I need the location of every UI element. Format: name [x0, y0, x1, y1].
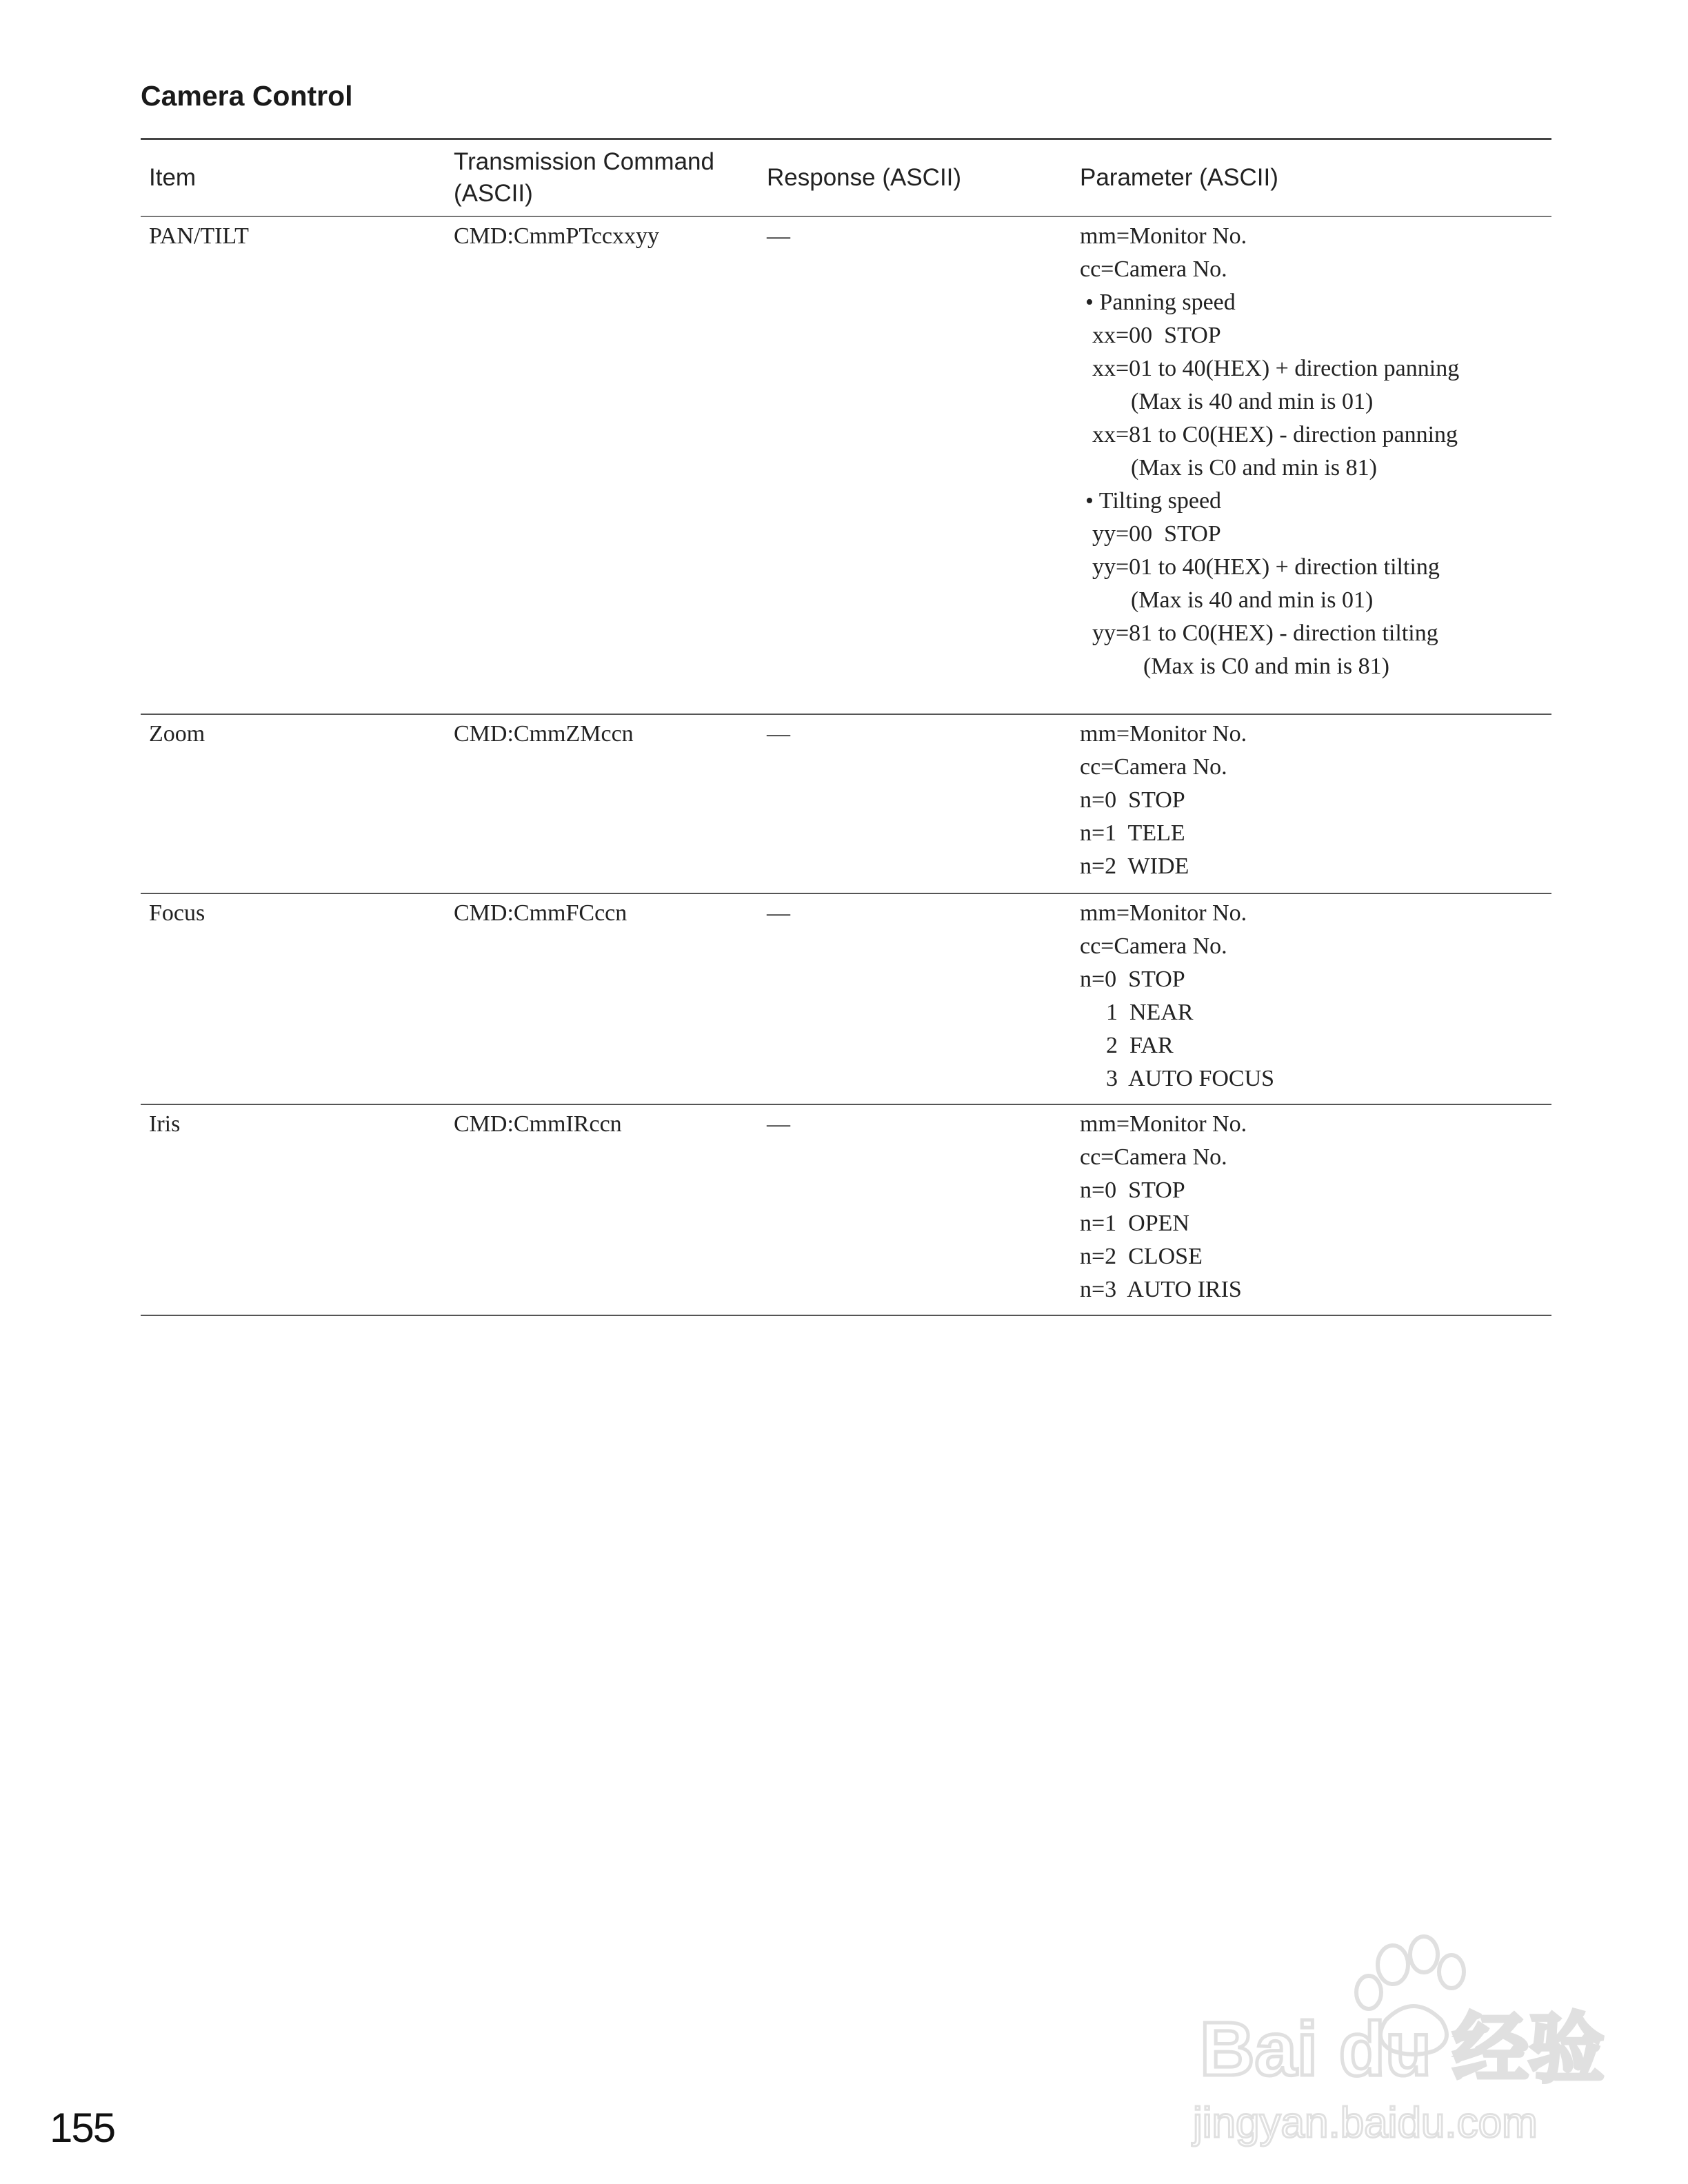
param-line: n=3 AUTO IRIS: [1080, 1277, 1242, 1302]
cell-parameters: [1080, 715, 1551, 893]
param-line: (Max is 40 and min is 01): [1131, 587, 1374, 613]
param-line: yy=01 to 40(HEX) + direction tilting: [1092, 554, 1440, 580]
param-line: n=0 STOP: [1080, 967, 1185, 992]
header-command: [454, 140, 767, 216]
table-row-iris: [141, 1105, 1551, 1316]
param-line: yy=81 to C0(HEX) - direction tilting: [1092, 620, 1438, 646]
table-header-row: [141, 140, 1551, 217]
cell-item: Zoom: [149, 721, 205, 747]
table-row-pan-tilt: [141, 217, 1551, 715]
cell-item: Iris: [149, 1111, 181, 1137]
param-line: cc=Camera No.: [1080, 933, 1227, 959]
param-line: xx=81 to C0(HEX) - direction panning: [1092, 422, 1458, 447]
cell-response: —: [767, 1111, 790, 1137]
param-line: n=0 STOP: [1080, 1177, 1185, 1203]
param-line: • Panning speed: [1085, 290, 1236, 315]
cell-command: CMD:CmmFCccn: [454, 900, 627, 926]
header-command-line2: (ASCII): [454, 180, 533, 207]
cell-parameters: [1080, 217, 1551, 714]
watermark-url-text: jingyan.baidu.com: [1193, 2099, 1538, 2147]
param-line: n=2 WIDE: [1080, 853, 1189, 879]
camera-control-table: [141, 138, 1551, 1316]
watermark-brand-text: Bai du 经验: [1200, 2007, 1605, 2092]
param-line: n=1 TELE: [1080, 820, 1185, 846]
header-response: Response (ASCII): [767, 164, 962, 191]
table-row-zoom: [141, 715, 1551, 894]
cell-item: PAN/TILT: [149, 223, 249, 249]
cell-command: CMD:CmmIRccn: [454, 1111, 622, 1137]
cell-response: —: [767, 721, 790, 747]
baidu-watermark-logo: [1186, 1917, 1614, 2151]
param-line: n=0 STOP: [1080, 787, 1185, 813]
header-command-line1: Transmission Command: [454, 148, 714, 175]
param-line: mm=Monitor No.: [1080, 900, 1247, 926]
param-line: cc=Camera No.: [1080, 754, 1227, 780]
table-row-focus: [141, 894, 1551, 1105]
param-line: (Max is C0 and min is 81): [1131, 455, 1377, 481]
cell-response: —: [767, 900, 790, 926]
param-line: (Max is C0 and min is 81): [1143, 654, 1389, 679]
param-line: xx=01 to 40(HEX) + direction panning: [1092, 356, 1460, 381]
cell-response: —: [767, 223, 790, 249]
param-line: mm=Monitor No.: [1080, 1111, 1247, 1137]
param-line: xx=00 STOP: [1092, 323, 1221, 348]
cell-command: CMD:CmmZMccn: [454, 721, 634, 747]
param-line: n=2 CLOSE: [1080, 1244, 1203, 1269]
param-line: • Tilting speed: [1085, 488, 1222, 514]
param-line: cc=Camera No.: [1080, 256, 1227, 282]
param-line: n=1 OPEN: [1080, 1211, 1189, 1236]
param-line: 2 FAR: [1106, 1033, 1174, 1058]
header-item: Item: [149, 164, 197, 191]
param-line: cc=Camera No.: [1080, 1144, 1227, 1170]
section-title: Camera Control: [141, 80, 353, 112]
cell-parameters: [1080, 1105, 1551, 1315]
param-line: 1 NEAR: [1106, 1000, 1194, 1025]
param-line: mm=Monitor No.: [1080, 223, 1247, 249]
header-parameter: Parameter (ASCII): [1080, 164, 1278, 191]
param-line: mm=Monitor No.: [1080, 721, 1247, 747]
param-line: 3 AUTO FOCUS: [1106, 1066, 1275, 1091]
cell-parameters: [1080, 894, 1551, 1104]
cell-item: Focus: [149, 900, 205, 926]
page-number: 155: [50, 2105, 115, 2151]
param-line: yy=00 STOP: [1092, 521, 1221, 547]
param-line: (Max is 40 and min is 01): [1131, 389, 1374, 414]
cell-command: CMD:CmmPTccxxyy: [454, 223, 659, 249]
